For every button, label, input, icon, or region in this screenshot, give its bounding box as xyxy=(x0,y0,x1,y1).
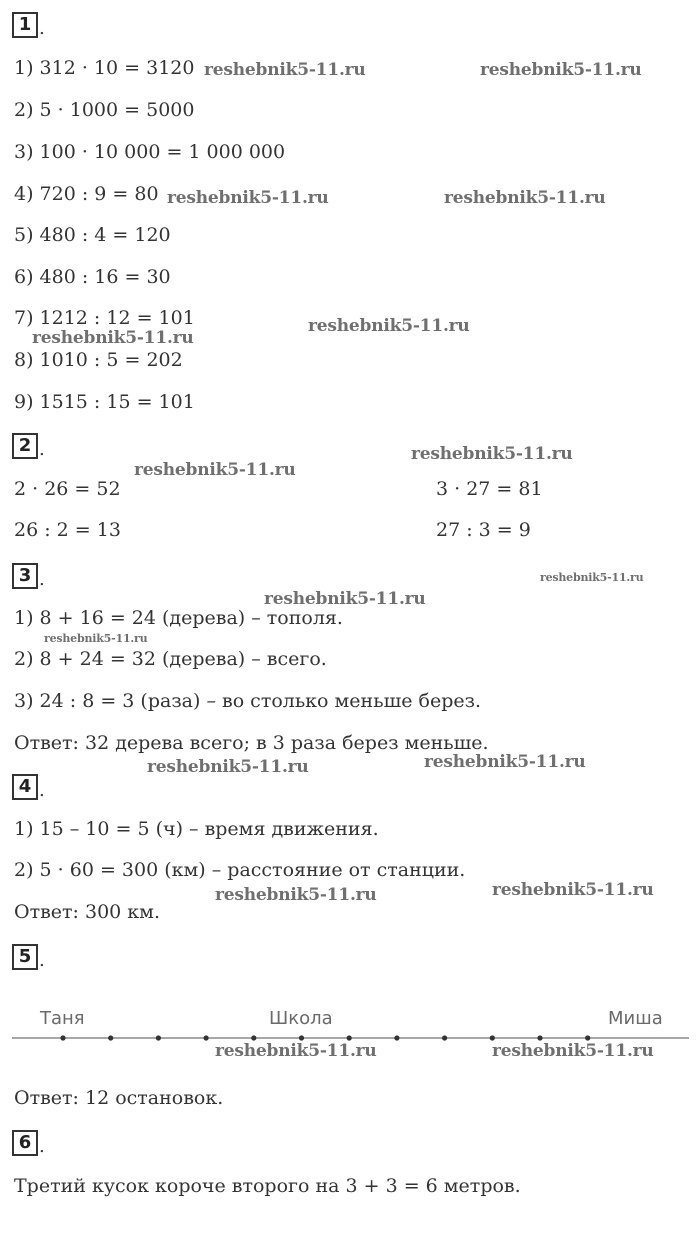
s3-line-1: 1) 8 + 16 = 24 (дерева) – тополя. xyxy=(14,607,343,629)
watermark: reshebnik5-11.ru xyxy=(308,316,470,336)
watermark: reshebnik5-11.ru xyxy=(444,188,606,208)
watermark: reshebnik5-11.ru xyxy=(147,757,309,777)
s1-line-6: 6) 480 : 16 = 30 xyxy=(14,266,171,288)
stop-dot xyxy=(490,1035,495,1040)
label-school: Школа xyxy=(269,1008,333,1029)
watermark: reshebnik5-11.ru xyxy=(167,188,329,208)
stop-dot xyxy=(60,1035,65,1040)
s1-line-4: 4) 720 : 9 = 80 xyxy=(14,183,159,205)
watermark: reshebnik5-11.ru xyxy=(264,589,426,609)
s1-line-3: 3) 100 · 10 000 = 1 000 000 xyxy=(14,141,286,163)
s2-right-2: 27 : 3 = 9 xyxy=(436,519,531,541)
s2-right-1: 3 · 27 = 81 xyxy=(436,478,543,500)
stop-dot xyxy=(394,1035,399,1040)
s1-line-8: 8) 1010 : 5 = 202 xyxy=(14,349,183,371)
label-tanya: Таня xyxy=(40,1008,85,1029)
watermark: reshebnik5-11.ru xyxy=(424,752,586,772)
stop-dot xyxy=(204,1035,209,1040)
watermark: reshebnik5-11.ru xyxy=(492,880,654,900)
s3-line-3: 3) 24 : 8 = 3 (раза) – во столько меньше берез. xyxy=(14,690,482,712)
stop-dot xyxy=(347,1035,352,1040)
watermark: reshebnik5-11.ru xyxy=(480,60,642,80)
section-6-number: 6 . xyxy=(12,1130,45,1156)
s4-line-2: 2) 5 · 60 = 300 (км) – расстояние от станции. xyxy=(14,859,466,881)
stop-dot xyxy=(442,1035,447,1040)
label-misha: Миша xyxy=(608,1008,663,1029)
section-3-number: 3 . xyxy=(12,563,45,589)
section-1-number: 1 . xyxy=(12,12,45,38)
s5-answer: Ответ: 12 остановок. xyxy=(14,1087,224,1109)
watermark: reshebnik5-11.ru xyxy=(134,460,296,480)
stop-dot xyxy=(108,1035,113,1040)
stop-dot xyxy=(585,1035,590,1040)
watermark: reshebnik5-11.ru xyxy=(411,444,573,464)
watermark: reshebnik5-11.ru xyxy=(32,328,194,348)
s6-line: Третий кусок короче второго на 3 + 3 = 6 метров. xyxy=(14,1175,521,1197)
section-5-number: 5 . xyxy=(12,944,45,970)
s1-line-2: 2) 5 · 1000 = 5000 xyxy=(14,99,195,121)
s2-left-1: 2 · 26 = 52 xyxy=(14,478,121,500)
watermark: reshebnik5-11.ru xyxy=(215,1041,377,1061)
s3-line-2: 2) 8 + 24 = 32 (дерева) – всего. xyxy=(14,648,327,670)
watermark: reshebnik5-11.ru xyxy=(215,885,377,905)
stop-dot xyxy=(299,1035,304,1040)
s3-answer: Ответ: 32 дерева всего; в 3 раза берез меньше. xyxy=(14,732,489,754)
watermark: reshebnik5-11.ru xyxy=(540,571,644,584)
s1-line-7: 7) 1212 : 12 = 101 xyxy=(14,307,195,329)
s2-left-2: 26 : 2 = 13 xyxy=(14,519,121,541)
s1-line-9: 9) 1515 : 15 = 101 xyxy=(14,391,195,413)
stop-dot xyxy=(537,1035,542,1040)
section-4-number: 4 . xyxy=(12,774,45,800)
watermark: reshebnik5-11.ru xyxy=(204,60,366,80)
s1-line-5: 5) 480 : 4 = 120 xyxy=(14,224,171,246)
s4-line-1: 1) 15 – 10 = 5 (ч) – время движения. xyxy=(14,818,379,840)
stop-dot xyxy=(156,1035,161,1040)
s1-line-1: 1) 312 · 10 = 3120 xyxy=(14,57,195,79)
stop-dot xyxy=(251,1035,256,1040)
watermark: reshebnik5-11.ru xyxy=(492,1041,654,1061)
s4-answer: Ответ: 300 км. xyxy=(14,901,160,923)
watermark: reshebnik5-11.ru xyxy=(44,632,148,645)
section-2-number: 2 . xyxy=(12,433,45,459)
